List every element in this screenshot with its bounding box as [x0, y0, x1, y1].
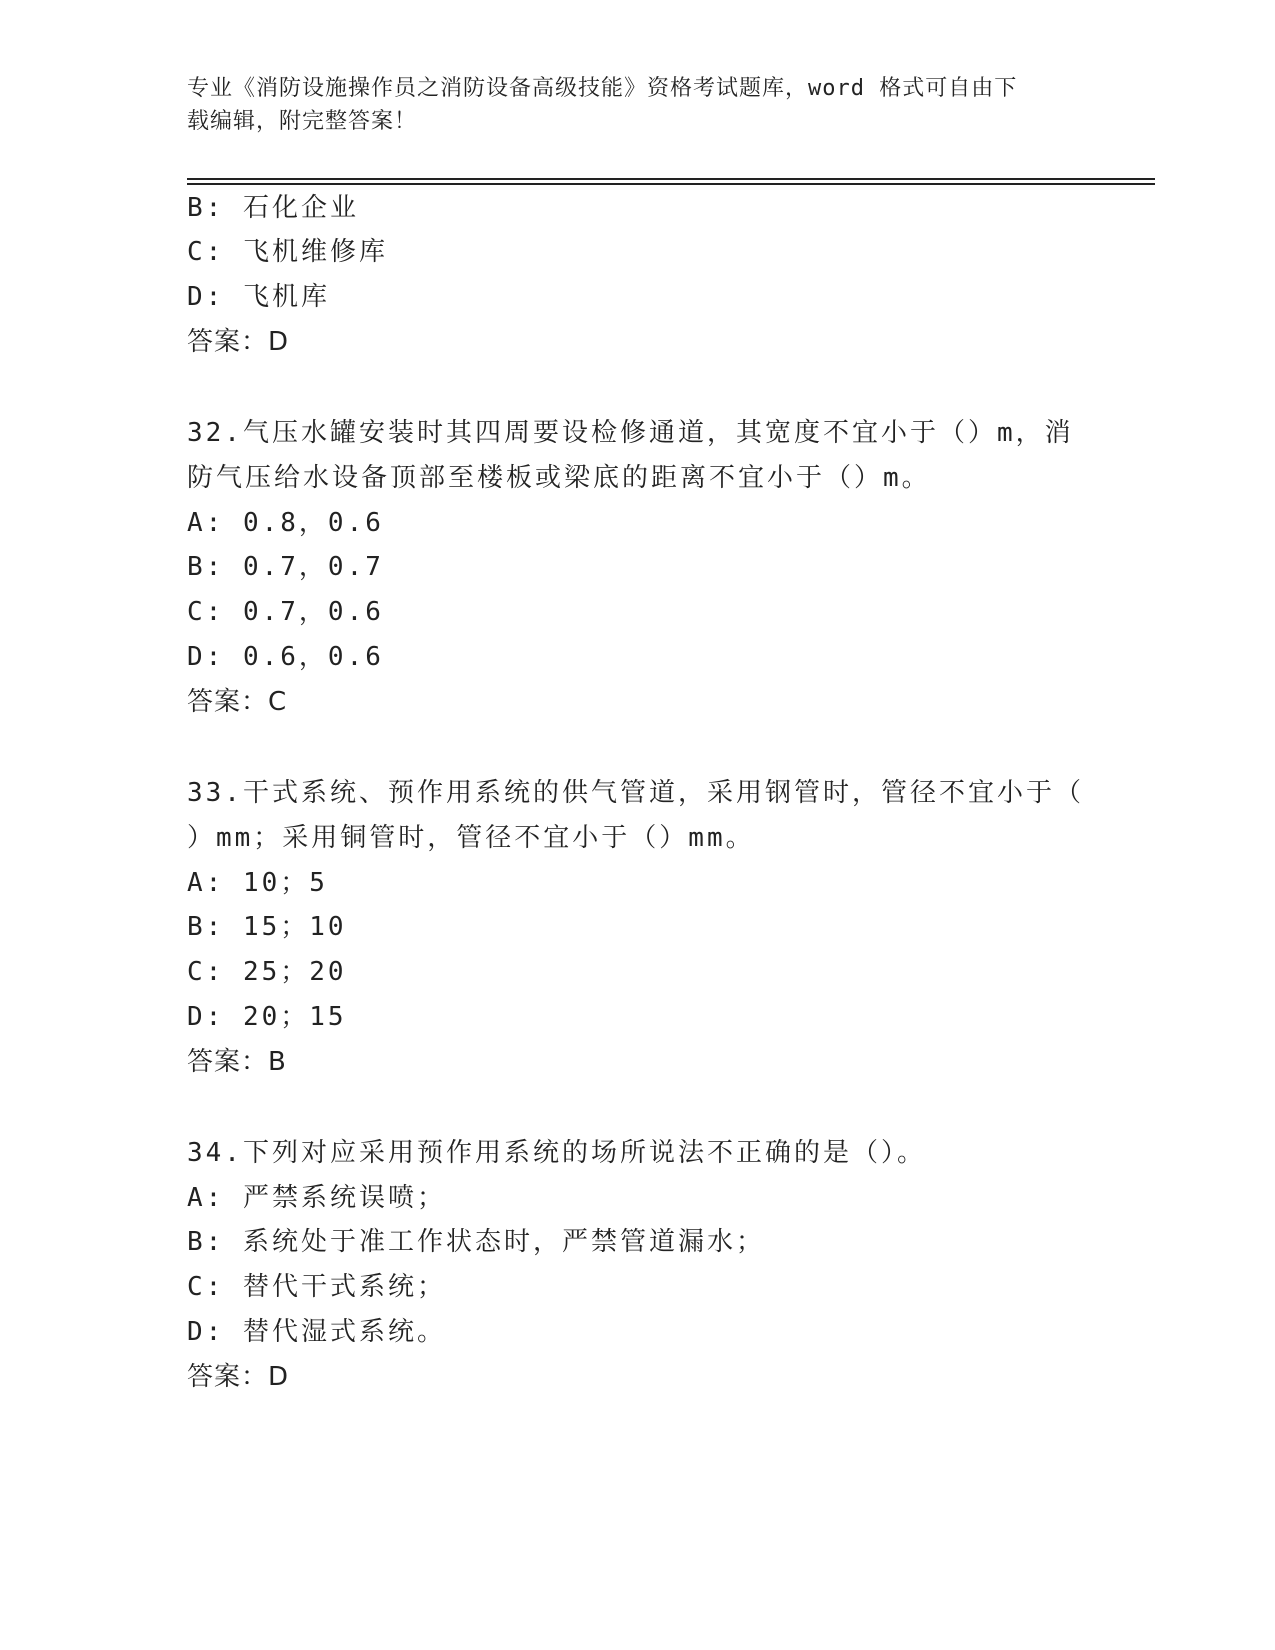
document-header: [187, 72, 1067, 138]
q32-stem-line-2: 防气压给水设备顶部至楼板或梁底的距离不宜小于（）m。: [187, 463, 931, 493]
q33-option-b: B: 15；10: [187, 912, 347, 942]
q32-answer: 答案：C: [187, 687, 288, 717]
q33-stem-line-2: ）mm；采用铜管时，管径不宜小于（）mm。: [187, 823, 755, 853]
q31-option-d: D: 飞机库: [187, 282, 330, 312]
q34-answer: 答案：D: [187, 1362, 290, 1392]
q34-stem-line-1: 34.下列对应采用预作用系统的场所说法不正确的是（）。: [187, 1138, 926, 1168]
q33-option-c: C: 25；20: [187, 957, 347, 987]
q31-answer: 答案：D: [187, 327, 290, 357]
q34-option-b: B: 系统处于准工作状态时，严禁管道漏水；: [187, 1227, 765, 1257]
q33-answer: 答案：B: [187, 1047, 287, 1077]
q31-option-c: C: 飞机维修库: [187, 237, 388, 267]
q33-option-a: A: 10；5: [187, 868, 328, 898]
q32-option-c: C: 0.7，0.6: [187, 597, 384, 627]
q33-option-d: D: 20；15: [187, 1002, 347, 1032]
q34-option-c: C: 替代干式系统；: [187, 1272, 446, 1302]
header-line-1: 专业《消防设施操作员之消防设备高级技能》资格考试题库，word 格式可自由下: [187, 76, 1018, 101]
header-line-2: 载编辑，附完整答案！: [187, 109, 418, 134]
header-rule-bottom: [187, 183, 1155, 185]
q33-stem-line-1: 33.干式系统、预作用系统的供气管道，采用钢管时，管径不宜小于（: [187, 778, 1084, 808]
q34-option-a: A: 严禁系统误喷；: [187, 1183, 446, 1213]
q34-option-d: D: 替代湿式系统。: [187, 1317, 446, 1347]
q32-option-d: D: 0.6，0.6: [187, 642, 384, 672]
q32-option-a: A: 0.8，0.6: [187, 508, 384, 538]
q31-option-b: B: 石化企业: [187, 193, 359, 223]
q32-stem-line-1: 32.气压水罐安装时其四周要设检修通道，其宽度不宜小于（）m，消: [187, 418, 1074, 448]
header-rule-top: [187, 178, 1155, 180]
q32-option-b: B: 0.7，0.7: [187, 552, 384, 582]
